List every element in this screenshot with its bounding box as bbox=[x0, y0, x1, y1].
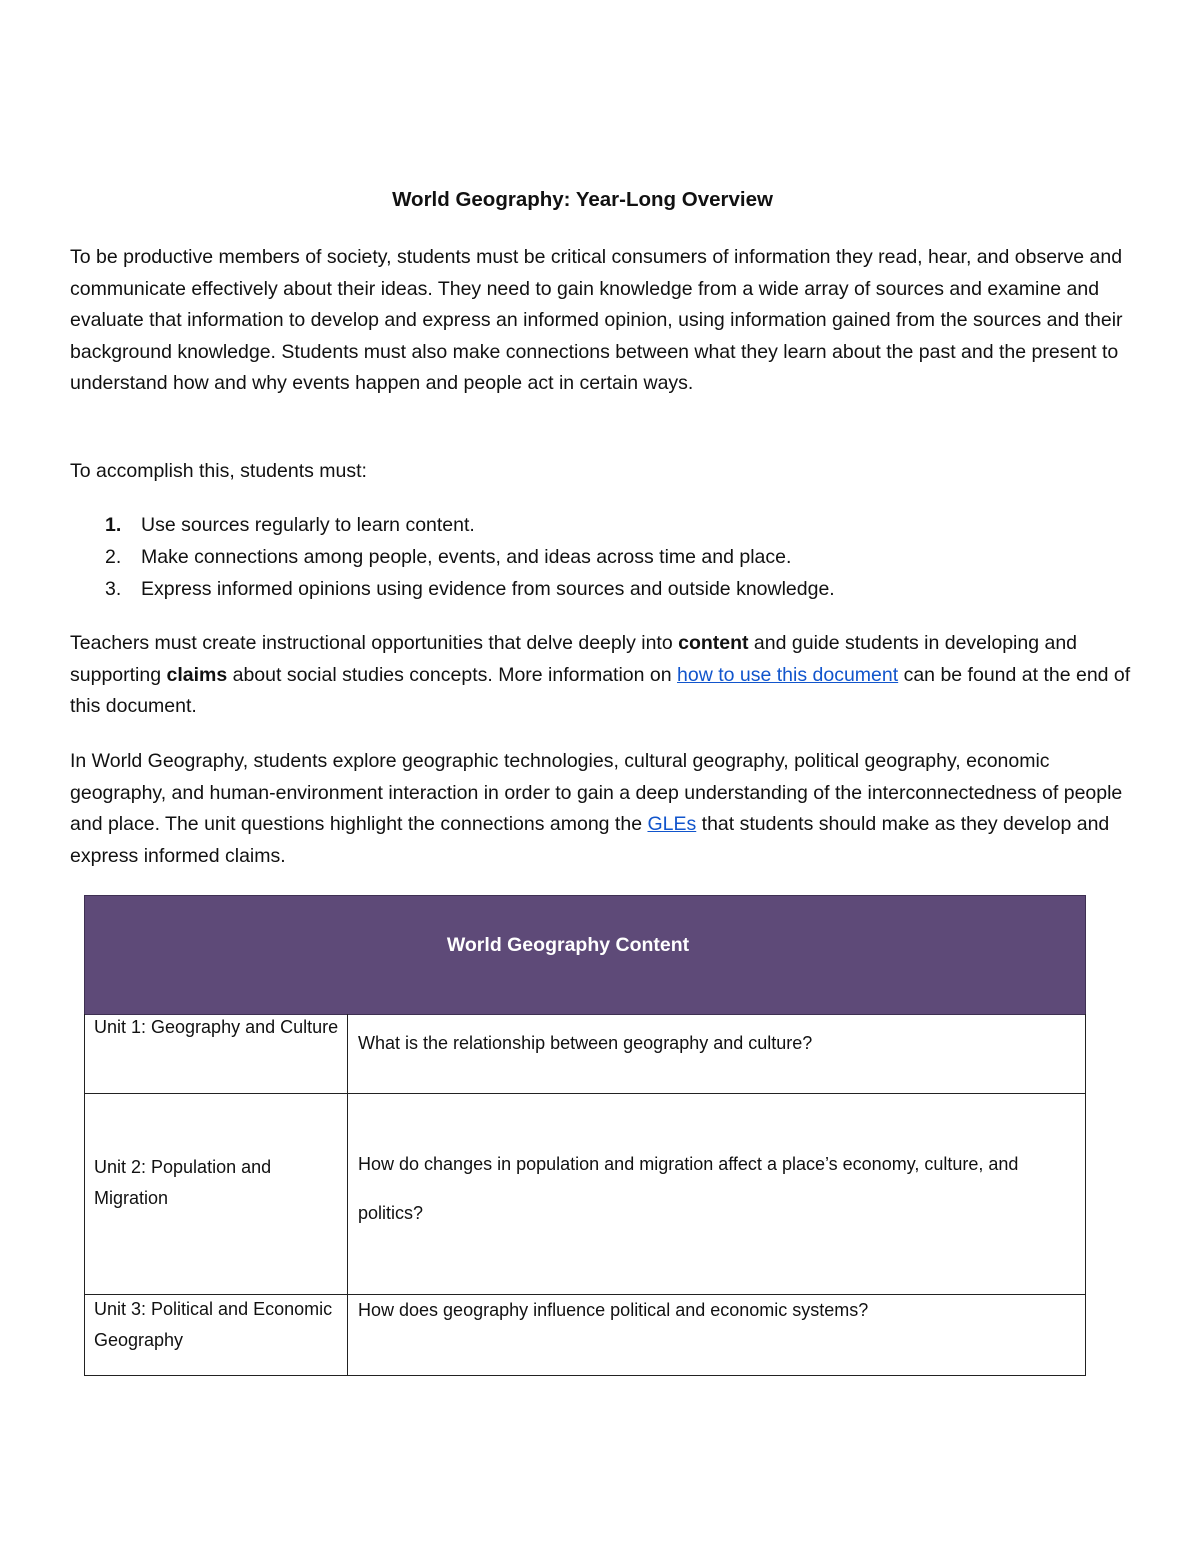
world-geography-text: that students should make as they develop and express informed claims. bbox=[70, 813, 1110, 867]
list-item-text: Make connections among people, events, and ideas across time and place. bbox=[141, 546, 792, 568]
unit-label: Unit 1: Geography and Culture bbox=[94, 1017, 339, 1037]
table-row bbox=[84, 1295, 1086, 1376]
unit-label: Unit 2: Population and Migration bbox=[94, 1157, 272, 1208]
teachers-text: Teachers must create instructional opportunities that delve deeply into bbox=[70, 632, 679, 654]
unit-question: What is the relationship between geography and culture? bbox=[358, 1033, 813, 1053]
world-geography-paragraph bbox=[70, 746, 1140, 872]
gles-link[interactable]: GLEs bbox=[647, 813, 697, 835]
unit-question: How does geography influence political and economic systems? bbox=[358, 1300, 869, 1320]
list-number: 1. bbox=[105, 514, 122, 536]
table-row bbox=[84, 1094, 1086, 1295]
world-geography-text: In World Geography, students explore geographic technologies, cultural geography, political geography, economic geography, and human-environment interaction in order to gain a deep understanding of the interconnectedness of people and place. The unit questions highlight the connections among the bbox=[70, 750, 1123, 835]
list-number: 2. bbox=[105, 546, 122, 568]
content-emphasis: content bbox=[678, 632, 749, 654]
unit-cell bbox=[85, 1014, 348, 1093]
teachers-paragraph bbox=[70, 628, 1140, 723]
teachers-text: can be found at the end of this document. bbox=[70, 663, 1131, 717]
intro-paragraph: To be productive members of society, students must be critical consumers of information they read, hear, and observe and communicate effectively about their ideas. They need to gain knowledge from a wide array of sources and examine and evaluate that information to develop and express an informed opinion, using information gained from the sources and their background knowledge. Students must also make connections between what they learn about the past and the present to understand how and why events happen and people act in certain ways. bbox=[70, 246, 1123, 394]
teachers-text: about social studies concepts. More information on bbox=[227, 663, 678, 686]
how-to-use-link[interactable]: how to use this document bbox=[677, 663, 899, 686]
table-row bbox=[84, 1014, 1086, 1094]
list-item bbox=[70, 509, 1140, 541]
list-number: 3. bbox=[105, 578, 122, 600]
claims-emphasis: claims bbox=[166, 663, 228, 686]
unit-question: How do changes in population and migration affect a place’s economy, culture, and politics? bbox=[358, 1154, 1019, 1223]
teachers-text: and guide students in developing and supporting bbox=[70, 632, 1078, 686]
unit-label: Unit 3: Political and Economic Geography bbox=[94, 1299, 333, 1350]
requirements-list bbox=[70, 509, 1140, 605]
unit-cell bbox=[85, 1094, 348, 1294]
content-table bbox=[84, 895, 1086, 1377]
list-item bbox=[70, 573, 1140, 605]
table-header bbox=[84, 895, 1086, 1015]
page-title: World Geography: Year-Long Overview bbox=[392, 188, 773, 211]
unit-cell bbox=[85, 1295, 348, 1375]
table-header-title: World Geography Content bbox=[446, 934, 690, 956]
list-item bbox=[70, 541, 1140, 573]
accomplish-paragraph: To accomplish this, students must: bbox=[70, 460, 367, 482]
list-item-text: Express informed opinions using evidence from sources and outside knowledge. bbox=[141, 578, 835, 600]
list-item-text: Use sources regularly to learn content. bbox=[141, 514, 475, 536]
